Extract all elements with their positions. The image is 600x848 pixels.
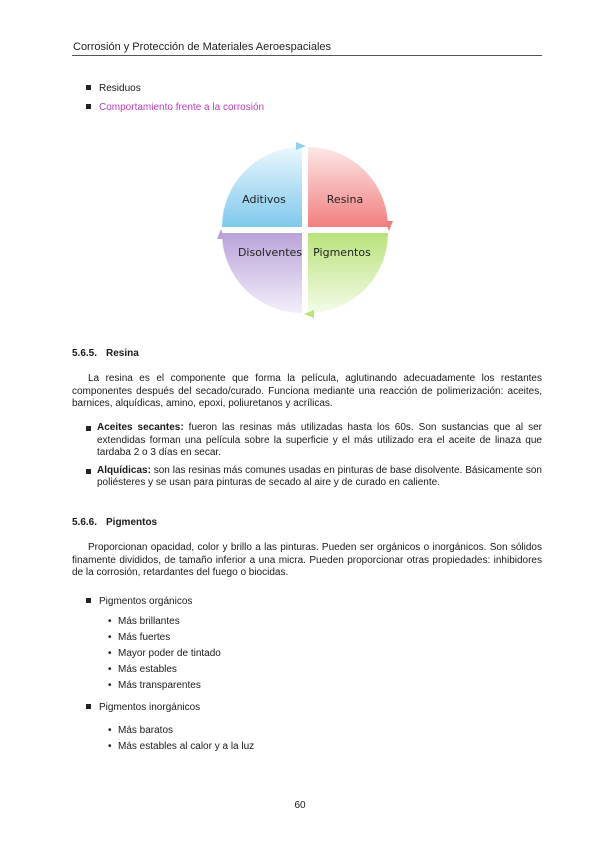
- list-item: • Más brillantes: [108, 616, 180, 627]
- heading-pigmentos-title: Pigmentos: [106, 517, 158, 528]
- sub-item-text: Más baratos: [118, 725, 174, 736]
- heading-pigmentos-number: 5.6.6.: [72, 517, 98, 528]
- term-aceites: Aceites secantes:: [97, 422, 184, 433]
- list-item: • Más estables: [108, 664, 177, 675]
- pigmentos-segment: [308, 233, 388, 313]
- comportamiento-link[interactable]: Comportamiento frente a la corrosión: [99, 102, 265, 113]
- aditivos-segment: [222, 147, 302, 227]
- page-number: 60: [294, 800, 306, 811]
- disolventes-segment: [222, 233, 302, 313]
- header-rule: [72, 55, 542, 56]
- heading-pigmentos: [72, 517, 157, 528]
- list-item: • Más baratos: [108, 725, 174, 736]
- paint-components-diagram: [210, 138, 400, 323]
- heading-resina-title: Resina: [106, 348, 139, 359]
- bullet-residuos: [86, 83, 141, 94]
- resina-bullet-list: [86, 422, 542, 495]
- pigmentos-label: Pigmentos: [313, 246, 371, 259]
- list-item: [86, 465, 542, 490]
- disolventes-label: Disolventes: [237, 246, 303, 259]
- bullet-residuos-text: Residuos: [99, 83, 141, 94]
- list-item: • Mayor poder de tintado: [108, 648, 221, 659]
- square-bullet-icon: [86, 104, 91, 109]
- pigmentos-organicos-label: Pigmentos orgánicos: [99, 596, 193, 607]
- heading-resina-number: 5.6.5.: [72, 348, 98, 359]
- term-alquidicas: Alquídicas:: [97, 464, 151, 476]
- list-item: • Más fuertes: [108, 632, 171, 643]
- list-item: • Más transparentes: [108, 680, 201, 691]
- resina-paragraph: La resina es el componente que forma la película, aglutinando adecuadamente los restantes componentes después del secado/curado. Funciona mediante una reacción de polimerización: aceites, barnices, alquídicas, amino, epoxi, poliuretanos y acrílicas.: [72, 373, 542, 409]
- square-bullet-icon: [86, 426, 91, 431]
- bullet-comportamiento[interactable]: [86, 102, 264, 113]
- aditivos-label: Aditivos: [242, 193, 286, 206]
- resina-segment: [308, 147, 388, 227]
- bullet-pigmentos-organicos: [86, 596, 192, 607]
- pigmentos-paragraph: Proporcionan opacidad, color y brillo a las pinturas. Pueden ser orgánicos o inorgánicos. Son sólidos finamente divididos, de tamaño inferior a una micra. Pueden proporcionar otras propiedades: inhibidores de la corrosión, retardantes del fuego o biocidas.: [72, 542, 542, 578]
- aceites-description: fueron las resinas más utilizadas hasta los 60s. Son sustancias que al ser extendidas forman una película sobre la superficie y el más utilizado era el aceite de linaza que tardaba 2 o 3 días en secar.: [97, 422, 542, 458]
- pigmentos-inorganicos-label: Pigmentos inorgánicos: [99, 702, 201, 713]
- bullet-pigmentos-inorganicos: [86, 702, 200, 713]
- running-header: Corrosión y Protección de Materiales Aeroespaciales: [73, 41, 332, 53]
- list-item: • Más estables al calor y a la luz: [108, 741, 255, 752]
- inorganic-sublist: [108, 723, 254, 755]
- sub-item-text: Más estables: [118, 664, 177, 675]
- square-bullet-icon: [86, 704, 91, 709]
- sub-item-text: Más estables al calor y a la luz: [118, 741, 255, 752]
- sub-item-text: Más transparentes: [118, 680, 201, 691]
- square-bullet-icon: [86, 85, 91, 90]
- resina-label: Resina: [326, 193, 364, 206]
- sub-item-text: Más brillantes: [118, 616, 180, 627]
- list-item: [86, 422, 542, 460]
- sub-item-text: Mayor poder de tintado: [118, 648, 221, 659]
- heading-resina: [72, 348, 139, 359]
- organic-sublist: [108, 614, 221, 694]
- alquidicas-description: son las resinas más comunes usadas en pinturas de base disolvente. Básicamente son poliésteres y se usan para pinturas de secado al aire y de curado en caliente.: [97, 464, 542, 488]
- square-bullet-icon: [86, 598, 91, 603]
- sub-item-text: Más fuertes: [118, 632, 171, 643]
- square-bullet-icon: [86, 469, 91, 474]
